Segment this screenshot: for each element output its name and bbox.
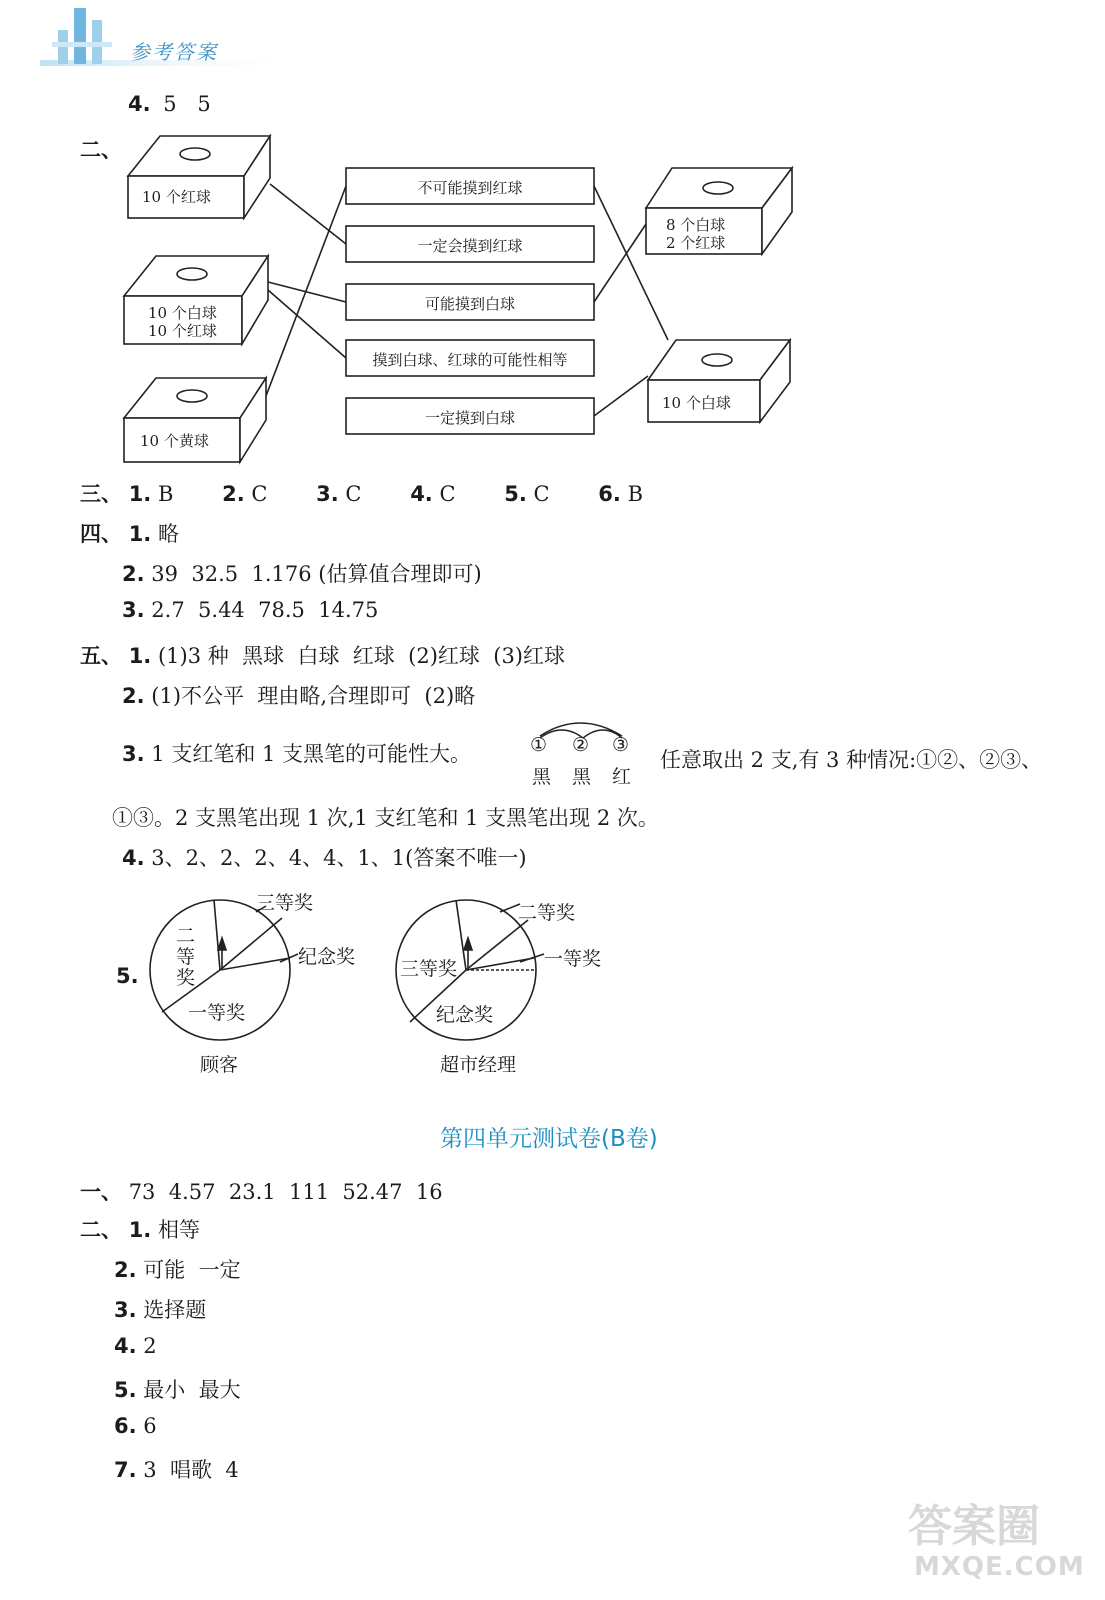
question-number: 2. (114, 1258, 137, 1282)
question-number: 3. (316, 482, 339, 506)
answer-text: 3 唱歌 4 (143, 1458, 239, 1482)
question-number: 2. (122, 562, 145, 586)
answer-text: 5 5 (163, 92, 211, 116)
header-title: 参考答案 (130, 40, 218, 64)
question-number: 6. (598, 482, 621, 506)
answer-text: 39 32.5 1.176 (估算值合理即可) (151, 562, 482, 586)
pie2-label: 一等奖 (544, 948, 602, 970)
question-number: 5. (504, 482, 527, 506)
pen-color: 黑 (572, 766, 592, 788)
section-label: 四、 (80, 522, 122, 546)
option-label: 不可能摸到红球 (417, 179, 523, 197)
question-number: 1. (128, 1218, 152, 1242)
box-label: 10 个红球 (142, 188, 211, 206)
answer-text: 2.7 5.44 78.5 14.75 (151, 598, 379, 622)
option-label: 一定会摸到红球 (417, 237, 523, 255)
section-label: 三、 (80, 482, 122, 506)
answer-text: 可能 一定 (143, 1258, 241, 1282)
answer-text: 1 支红笔和 1 支黑笔的可能性大。 (151, 742, 472, 766)
unit-b-section-1 (80, 1176, 443, 1206)
answer-text: (1)不公平 理由略,合理即可 (2)略 (151, 684, 476, 708)
unit-b-item (114, 1414, 157, 1438)
pie1-label: 纪念奖 (298, 946, 356, 968)
question-number: 2. (122, 684, 145, 708)
question-number: 3. (114, 1298, 137, 1322)
question-number: 4. (122, 846, 145, 870)
answer-text: 任意取出 2 支,有 3 种情况:①②、②③、 (660, 748, 1043, 772)
answer-text: 73 4.57 23.1 111 52.47 16 (128, 1180, 443, 1204)
pie2-label: 二等奖 (518, 902, 576, 924)
answer-text: 2 (143, 1334, 157, 1358)
answer-text: C (345, 482, 362, 506)
answer-text: 6 (143, 1414, 157, 1438)
box-label: 8 个白球 (666, 216, 726, 234)
question-number: 5. (116, 964, 139, 988)
unit-b-section-2-item1 (80, 1214, 200, 1244)
question-number: 7. (114, 1458, 137, 1482)
section-label: 二、 (80, 138, 122, 162)
box-label: 10 个黄球 (140, 432, 209, 450)
box-label: 10 个白球 (148, 304, 217, 322)
question-number: 1. (128, 482, 152, 506)
unit-b-item (114, 1454, 239, 1484)
unit-b-item (114, 1374, 241, 1404)
question-number: 3. (122, 742, 145, 766)
watermark-logo: 答案圈 (908, 1501, 1040, 1552)
question-number: 6. (114, 1414, 137, 1438)
answer-text: B (627, 482, 643, 506)
box-label: 10 个红球 (148, 322, 217, 340)
pie1-label: 三等奖 (256, 892, 314, 914)
pie2-label: 三等奖 (400, 958, 458, 980)
pen-number: ① (530, 734, 548, 756)
section-label: 一、 (80, 1180, 122, 1204)
question-number: 5. (114, 1378, 137, 1402)
section-label: 二、 (80, 1218, 122, 1242)
option-label: 一定摸到白球 (424, 409, 515, 427)
pie2-label: 纪念奖 (436, 1004, 494, 1026)
answer-text: B (157, 482, 174, 506)
pen-color: 红 (612, 766, 632, 788)
section-label: 五、 (80, 644, 122, 668)
pie2-caption: 超市经理 (440, 1054, 517, 1076)
question-number: 3. (122, 598, 145, 622)
unit-b-item (114, 1294, 206, 1324)
answer-text: 3、2、2、2、4、4、1、1(答案不唯一) (151, 846, 527, 870)
section-title: 第四单元测试卷(B卷) (440, 1126, 658, 1152)
unit-b-item (114, 1334, 157, 1358)
answer-text: (1)3 种 黑球 白球 红球 (2)红球 (3)红球 (157, 644, 565, 668)
option-label: 可能摸到白球 (424, 295, 515, 313)
box-label: 10 个白球 (662, 394, 731, 412)
question-number: 2. (222, 482, 245, 506)
answer-text: 相等 (157, 1218, 200, 1242)
question-number: 4. (410, 482, 433, 506)
answer-text: C (251, 482, 268, 506)
answer-text: 最小 最大 (143, 1378, 241, 1402)
pie1-caption: 顾客 (200, 1054, 239, 1076)
answer-text: 选择题 (143, 1298, 207, 1322)
answer-text: ①③。2 支黑笔出现 1 次,1 支红笔和 1 支黑笔出现 2 次。 (112, 806, 659, 830)
answer-text: C (439, 482, 456, 506)
pen-number: ③ (612, 734, 630, 756)
watermark-url: MXQE.COM (914, 1552, 1085, 1582)
pie1-label: 一等奖 (188, 1002, 246, 1024)
pen-number: ② (572, 734, 590, 756)
answer-text: C (533, 482, 550, 506)
question-number: 4. (114, 1334, 137, 1358)
question-number: 1. (128, 644, 152, 668)
answer-text: 略 (157, 522, 179, 546)
option-label: 摸到白球、红球的可能性相等 (372, 351, 568, 369)
question-number: 1. (128, 522, 152, 546)
box-label: 2 个红球 (666, 234, 726, 252)
question-number: 4. (128, 92, 151, 116)
pen-color: 黑 (532, 766, 552, 788)
pie1-label: 二等奖 (176, 925, 196, 989)
unit-b-item (114, 1254, 241, 1284)
